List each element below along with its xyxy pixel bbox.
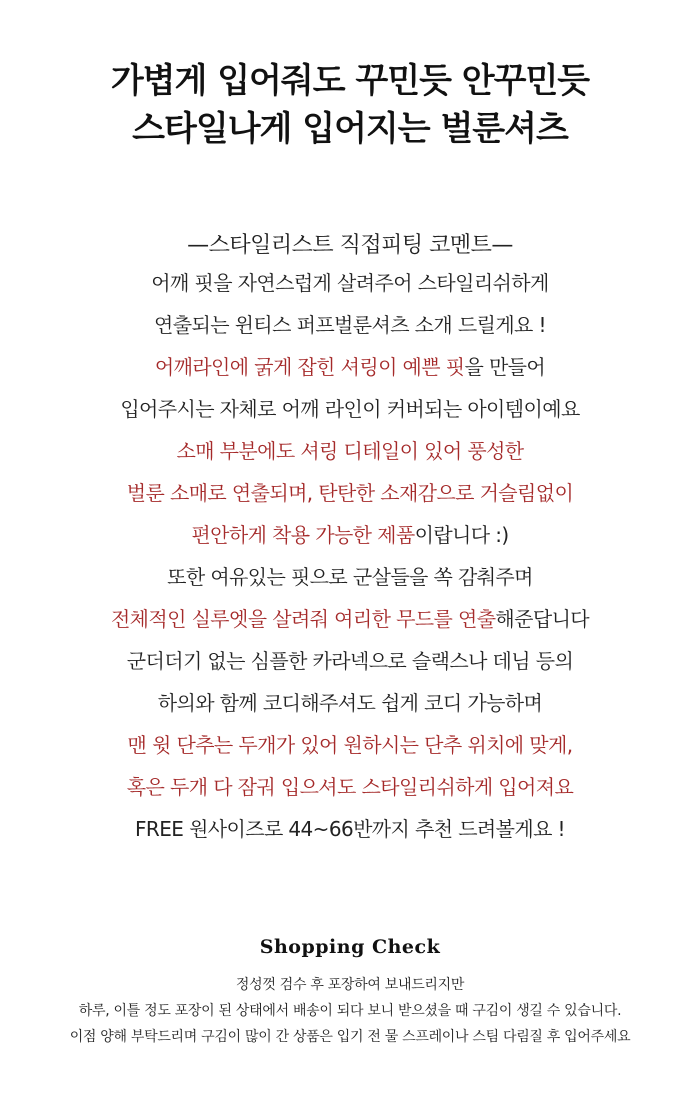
comment-line (0, 598, 700, 640)
comment-line (0, 766, 700, 808)
stylist-comment-body (0, 262, 700, 850)
comment-highlight-text: 벌룬 소매로 연출되며, 탄탄한 소재감으로 거슬림없이 (126, 481, 574, 505)
comment-line (0, 556, 700, 598)
headline-line-2: 스타일나게 입어지는 벌룬셔츠 (132, 109, 568, 149)
shopping-check-line: 정성껏 검수 후 포장하여 보내드리지만 (235, 977, 465, 993)
stylist-comment-subtitle: —스타일리스트 직접피팅 코멘트— (187, 233, 513, 258)
comment-text: FREE 원사이즈로 44~66반까지 추천 드려볼게요 ! (135, 817, 565, 841)
comment-highlight-text: 혹은 두개 다 잠궈 입으셔도 스타일리쉬하게 입어져요 (126, 775, 574, 799)
comment-text: 이랍니다 :) (414, 523, 509, 547)
comment-highlight-text: 전체적인 실루엣을 살려줘 여리한 무드를 연출 (110, 607, 496, 631)
comment-text: 입어주시는 자체로 어깨 라인이 커버되는 아이템이예요 (120, 397, 580, 421)
shopping-check-line: 하루, 이틀 정도 포장이 된 상태에서 배송이 되다 보니 받으셨을 때 구김이 생길 수 있습니다. (78, 1003, 622, 1019)
headline (0, 57, 700, 153)
comment-highlight-text: 어깨라인에 굵게 잡힌 셔링이 예쁜 핏 (154, 355, 465, 379)
comment-text: 군더더기 없는 심플한 카라넥으로 슬랙스나 데님 등의 (126, 649, 574, 673)
comment-text: 하의와 함께 코디해주셔도 쉽게 코디 가능하며 (157, 691, 543, 715)
comment-text: 연출되는 윈티스 퍼프벌룬셔츠 소개 드릴게요 ! (154, 313, 546, 337)
comment-text: 해준답니다 (495, 607, 590, 631)
comment-line (0, 808, 700, 850)
comment-highlight-text: 맨 윗 단추는 두개가 있어 원하시는 단추 위치에 맞게, (127, 733, 573, 757)
comment-highlight-text: 편안하게 착용 가능한 제품 (191, 523, 415, 547)
comment-text: 을 만들어 (464, 355, 546, 379)
comment-highlight-text: 소매 부분에도 셔링 디테일이 있어 풍성한 (176, 439, 524, 463)
comment-line (0, 682, 700, 724)
comment-line (0, 346, 700, 388)
comment-line (0, 514, 700, 556)
shopping-check-line: 이점 양해 부탁드리며 구김이 많이 간 상품은 입기 전 물 스프레이나 스팀 다림질 후 입어주세요 (69, 1029, 631, 1045)
comment-text: 어깨 핏을 자연스럽게 살려주어 스타일리쉬하게 (151, 271, 549, 295)
comment-line (0, 724, 700, 766)
headline-line-1: 가볍게 입어줘도 꾸민듯 안꾸민듯 (110, 61, 590, 101)
comment-text: 또한 여유있는 핏으로 군살들을 쏙 감춰주며 (167, 565, 533, 589)
comment-line (0, 388, 700, 430)
comment-line (0, 304, 700, 346)
comment-line (0, 262, 700, 304)
comment-line (0, 472, 700, 514)
shopping-check-notes (0, 972, 700, 1050)
shopping-check-title: Shopping Check (259, 936, 441, 958)
comment-line (0, 430, 700, 472)
comment-line (0, 640, 700, 682)
